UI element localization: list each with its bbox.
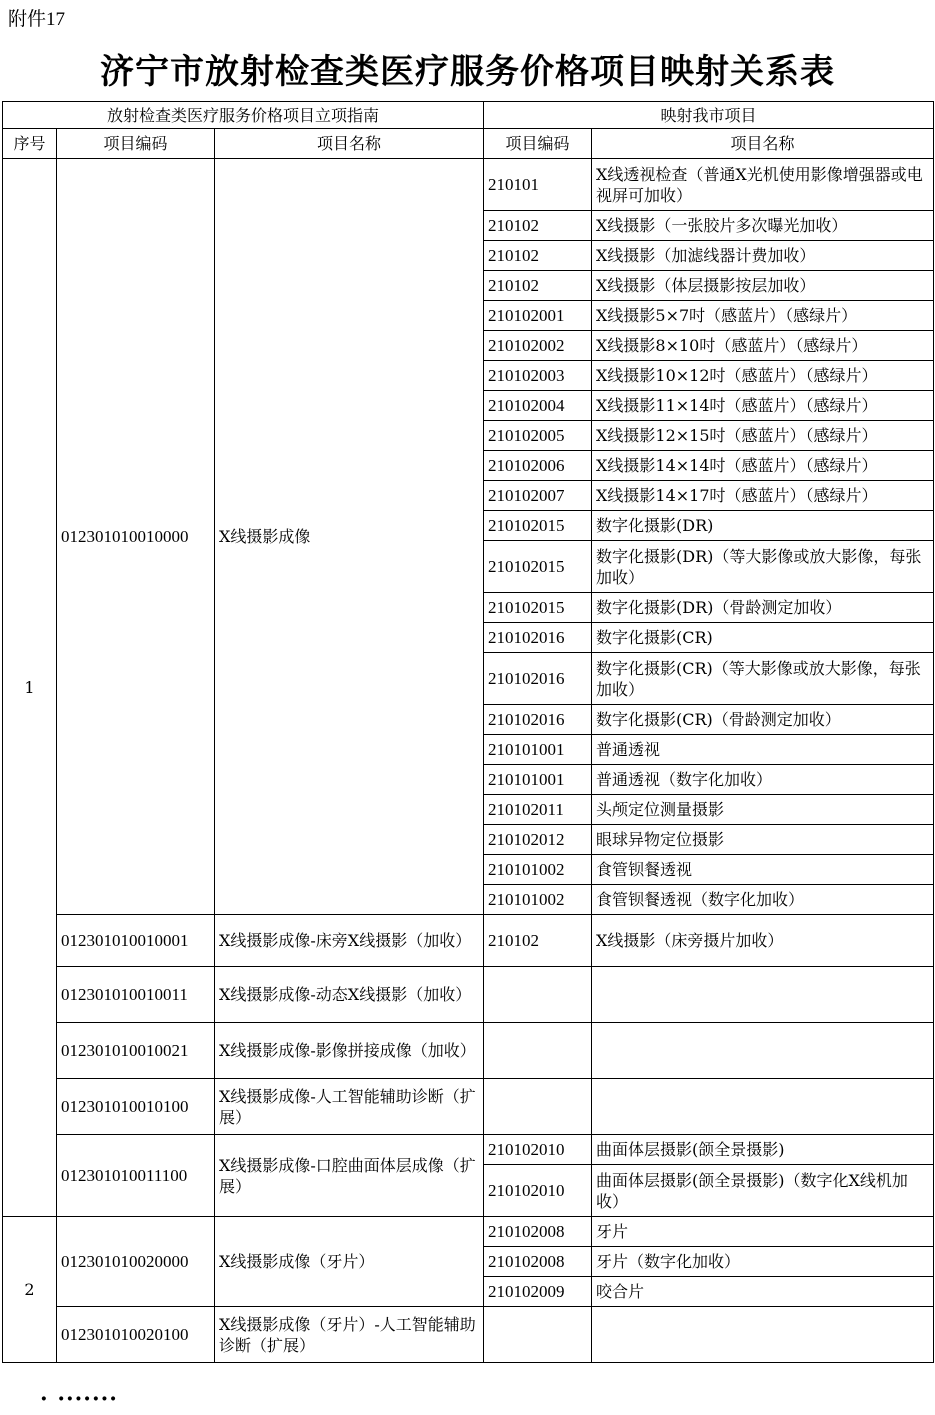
page-title: 济宁市放射检查类医疗服务价格项目映射关系表 [100,52,835,92]
table-row [3,1079,934,1135]
map-code: 210102010 [484,1135,592,1165]
map-name: 曲面体层摄影(颌全景摄影) [592,1135,934,1165]
map-name: 数字化摄影(DR)（骨龄测定加收） [592,593,934,623]
map-code: 210102008 [484,1247,592,1277]
map-code: 210102016 [484,623,592,653]
header-name: 项目名称 [215,129,484,159]
mapping-table [2,101,934,1363]
map-code: 210102010 [484,1165,592,1217]
column-header-row [3,129,934,159]
item-code: 012301010020000 [57,1217,215,1307]
map-name: 普通透视 [592,735,934,765]
header-map-code: 项目编码 [484,129,592,159]
item-code: 012301010010100 [57,1079,215,1135]
map-name: X线摄影（加滤线器计费加收） [592,241,934,271]
map-code: 210102002 [484,331,592,361]
map-name: 头颅定位测量摄影 [592,795,934,825]
table-row [3,915,934,967]
map-code: 210102011 [484,795,592,825]
map-name: X线透视检查（普通X光机使用影像增强器或电视屏可加收） [592,159,934,211]
map-code: 210102004 [484,391,592,421]
item-code: 012301010020100 [57,1307,215,1363]
item-code: 012301010010011 [57,967,215,1023]
map-name: 普通透视（数字化加收） [592,765,934,795]
item-code: 012301010010000 [57,159,215,915]
map-name: X线摄影5×7吋（感蓝片）（感绿片） [592,301,934,331]
map-name: 食管钡餐透视（数字化加收） [592,885,934,915]
map-code-empty [484,1023,592,1079]
table-row [3,1023,934,1079]
table-row [3,1135,934,1165]
seq-cell: 1 [3,159,57,1217]
map-code: 210102015 [484,541,592,593]
map-name: 咬合片 [592,1277,934,1307]
map-code: 210101001 [484,735,592,765]
map-code: 210102006 [484,451,592,481]
map-code: 210102 [484,241,592,271]
header-guideline: 放射检查类医疗服务价格项目立项指南 [3,102,484,129]
map-code: 210101001 [484,765,592,795]
map-code: 210101002 [484,855,592,885]
item-code: 012301010011100 [57,1135,215,1217]
map-name: X线摄影（床旁摄片加收） [592,915,934,967]
map-code: 210102001 [484,301,592,331]
map-code-empty [484,1079,592,1135]
header-mapping: 映射我市项目 [484,102,934,129]
map-name: 牙片（数字化加收） [592,1247,934,1277]
map-code: 210102007 [484,481,592,511]
header-map-name: 项目名称 [592,129,934,159]
map-code: 210102008 [484,1217,592,1247]
map-name: 眼球异物定位摄影 [592,825,934,855]
item-name: X线摄影成像（牙片）-人工智能辅助诊断（扩展） [215,1307,484,1363]
header-seq: 序号 [3,129,57,159]
item-code: 012301010010001 [57,915,215,967]
map-code: 210102015 [484,511,592,541]
map-code-empty [484,1307,592,1363]
item-name: X线摄影成像-床旁X线摄影（加收） [215,915,484,967]
map-name: X线摄影14×17吋（感蓝片）（感绿片） [592,481,934,511]
map-name-empty [592,1079,934,1135]
map-name-empty [592,1023,934,1079]
map-name: 牙片 [592,1217,934,1247]
item-name: X线摄影成像-动态X线摄影（加收） [215,967,484,1023]
map-code: 210102016 [484,653,592,705]
header-code: 项目编码 [57,129,215,159]
map-code: 210102012 [484,825,592,855]
map-code: 210101 [484,159,592,211]
map-name: X线摄影11×14吋（感蓝片）（感绿片） [592,391,934,421]
map-code: 210102005 [484,421,592,451]
map-code-empty [484,967,592,1023]
map-name: X线摄影12×15吋（感蓝片）（感绿片） [592,421,934,451]
map-name: 数字化摄影(CR) [592,623,934,653]
map-name: X线摄影10×12吋（感蓝片）（感绿片） [592,361,934,391]
item-name: X线摄影成像（牙片） [215,1217,484,1307]
map-code: 210102 [484,211,592,241]
table-row [3,967,934,1023]
map-name: 数字化摄影(CR)（骨龄测定加收） [592,705,934,735]
map-name: 数字化摄影(DR)（等大影像或放大影像，每张加收） [592,541,934,593]
attachment-label: 附件17 [8,9,66,30]
map-code: 210102 [484,915,592,967]
item-name: X线摄影成像 [215,159,484,915]
item-name: X线摄影成像-影像拼接成像（加收） [215,1023,484,1079]
table-row [3,1217,934,1247]
item-name: X线摄影成像-口腔曲面体层成像（扩展） [215,1135,484,1217]
table-row [3,159,934,211]
map-code: 210102015 [484,593,592,623]
item-code: 012301010010021 [57,1023,215,1079]
map-code: 210102 [484,271,592,301]
map-name: 数字化摄影(CR)（等大影像或放大影像，每张加收） [592,653,934,705]
map-code: 210101002 [484,885,592,915]
footer-ellipsis: · ······· [40,1386,118,1412]
table-row [3,1307,934,1363]
map-code: 210102003 [484,361,592,391]
map-name-empty [592,1307,934,1363]
map-code: 210102009 [484,1277,592,1307]
map-name-empty [592,967,934,1023]
map-name: 曲面体层摄影(颌全景摄影)（数字化X线机加收） [592,1165,934,1217]
map-name: 数字化摄影(DR) [592,511,934,541]
map-name: X线摄影（体层摄影按层加收） [592,271,934,301]
map-name: X线摄影14×14吋（感蓝片）（感绿片） [592,451,934,481]
map-code: 210102016 [484,705,592,735]
group-header-row [3,102,934,129]
map-name: X线摄影（一张胶片多次曝光加收） [592,211,934,241]
seq-cell: 2 [3,1217,57,1363]
map-name: 食管钡餐透视 [592,855,934,885]
map-name: X线摄影8×10吋（感蓝片）（感绿片） [592,331,934,361]
item-name: X线摄影成像-人工智能辅助诊断（扩展） [215,1079,484,1135]
